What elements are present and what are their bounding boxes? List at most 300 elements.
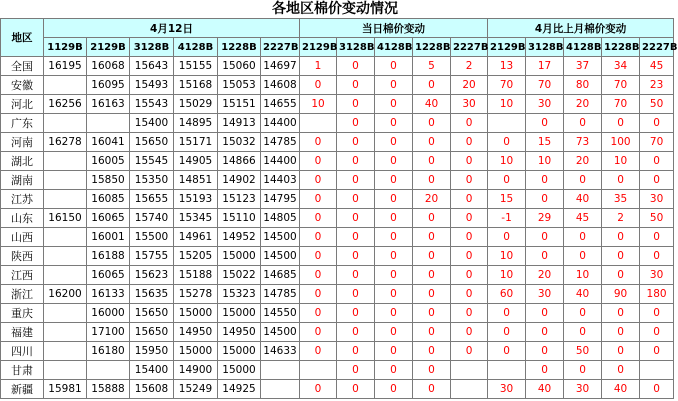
daily-change-cell: 0	[451, 342, 488, 361]
daily-change-cell: 0	[337, 228, 375, 247]
price-cell: 17100	[87, 323, 130, 342]
monthly-change-cell: 0	[602, 228, 640, 247]
region-cell: 河北	[1, 95, 44, 114]
daily-grade-header: 3128B	[337, 38, 375, 57]
region-cell: 陕西	[1, 247, 44, 266]
monthly-change-cell: 40	[564, 190, 602, 209]
price-cell: 15650	[130, 133, 174, 152]
daily-change-cell: 0	[375, 228, 413, 247]
price-cell: 15608	[130, 380, 174, 399]
region-cell: 江西	[1, 266, 44, 285]
monthly-change-cell: 10	[488, 247, 526, 266]
price-cell: 15000	[218, 304, 261, 323]
monthly-change-cell: 0	[564, 228, 602, 247]
monthly-change-cell: 15	[526, 133, 564, 152]
daily-change-cell: 0	[300, 323, 337, 342]
monthly-change-cell: 30	[640, 190, 674, 209]
table-row	[1, 304, 674, 323]
table-row	[1, 285, 674, 304]
price-cell	[44, 304, 87, 323]
price-cell: 15650	[130, 323, 174, 342]
daily-change-cell: 0	[300, 285, 337, 304]
price-cell: 15543	[130, 95, 174, 114]
price-cell: 14851	[174, 171, 218, 190]
daily-change-cell: 0	[375, 76, 413, 95]
price-cell: 15000	[174, 342, 218, 361]
daily-change-cell: 0	[337, 285, 375, 304]
monthly-change-cell: 50	[564, 342, 602, 361]
price-cell: 15193	[174, 190, 218, 209]
price-cell	[261, 380, 300, 399]
monthly-change-cell: 70	[640, 133, 674, 152]
price-cell: 14785	[261, 285, 300, 304]
monthly-change-cell: 45	[640, 57, 674, 76]
price-cell: 15000	[218, 247, 261, 266]
monthly-grade-header: 3128B	[526, 38, 564, 57]
price-cell: 14961	[174, 228, 218, 247]
monthly-change-cell: 10	[602, 152, 640, 171]
monthly-change-cell: 37	[564, 57, 602, 76]
price-cell: 14925	[218, 380, 261, 399]
price-cell	[44, 361, 87, 380]
price-cell: 16200	[44, 285, 87, 304]
region-cell: 安徽	[1, 76, 44, 95]
price-cell: 14895	[174, 114, 218, 133]
monthly-change-cell: 0	[526, 171, 564, 190]
monthly-grade-header: 2227B	[640, 38, 674, 57]
monthly-change-cell	[488, 361, 526, 380]
price-cell: 14785	[261, 133, 300, 152]
price-cell	[261, 361, 300, 380]
monthly-change-cell: 10	[564, 266, 602, 285]
price-cell: 14900	[174, 361, 218, 380]
monthly-change-cell: 40	[526, 380, 564, 399]
region-cell: 四川	[1, 342, 44, 361]
price-cell: 14952	[218, 228, 261, 247]
monthly-change-cell: 0	[526, 228, 564, 247]
price-cell: 14697	[261, 57, 300, 76]
price-cell: 15000	[218, 342, 261, 361]
monthly-change-cell: 0	[602, 114, 640, 133]
daily-change-cell: 0	[451, 152, 488, 171]
monthly-change-cell: 29	[526, 209, 564, 228]
daily-change-cell: 0	[300, 342, 337, 361]
daily-change-cell	[300, 361, 337, 380]
price-cell: 16278	[44, 133, 87, 152]
price-cell: 14400	[261, 114, 300, 133]
price-cell: 16001	[87, 228, 130, 247]
monthly-change-cell: 70	[526, 76, 564, 95]
cotton-price-table	[0, 18, 678, 399]
price-cell: 15400	[130, 114, 174, 133]
price-cell: 16041	[87, 133, 130, 152]
daily-change-cell: 0	[300, 152, 337, 171]
monthly-change-cell: 0	[526, 304, 564, 323]
price-grade-header: 3128B	[130, 38, 174, 57]
region-cell: 全国	[1, 57, 44, 76]
daily-change-cell	[300, 114, 337, 133]
monthly-change-cell: 0	[564, 171, 602, 190]
monthly-change-cell: 34	[602, 57, 640, 76]
daily-change-cell: 0	[375, 114, 413, 133]
daily-change-cell: 0	[300, 209, 337, 228]
daily-change-cell: 0	[300, 304, 337, 323]
daily-change-cell	[451, 361, 488, 380]
table-row	[1, 323, 674, 342]
table-row	[1, 342, 674, 361]
daily-change-cell: 0	[375, 342, 413, 361]
daily-change-cell: 0	[337, 57, 375, 76]
price-cell: 15278	[174, 285, 218, 304]
table-row	[1, 95, 674, 114]
daily-change-cell: 0	[451, 228, 488, 247]
price-grade-header: 2129B	[87, 38, 130, 57]
monthly-change-cell: 70	[602, 76, 640, 95]
daily-change-cell: 0	[375, 152, 413, 171]
daily-change-cell: 0	[451, 247, 488, 266]
daily-change-group-header: 当日棉价变动	[300, 19, 488, 38]
table-row	[1, 209, 674, 228]
monthly-change-cell: 0	[640, 247, 674, 266]
daily-change-cell: 0	[300, 133, 337, 152]
daily-change-cell: 0	[451, 171, 488, 190]
table-row	[1, 247, 674, 266]
daily-change-cell: 0	[413, 361, 451, 380]
daily-change-cell: 20	[451, 76, 488, 95]
price-cell: 14905	[174, 152, 218, 171]
header-row-groups	[1, 19, 674, 38]
daily-change-cell: 0	[337, 133, 375, 152]
monthly-change-cell: 0	[640, 323, 674, 342]
daily-change-cell: 20	[413, 190, 451, 209]
price-cell: 15168	[174, 76, 218, 95]
monthly-change-cell: 0	[602, 171, 640, 190]
daily-change-cell: 30	[451, 95, 488, 114]
price-cell: 15053	[218, 76, 261, 95]
monthly-change-cell: 0	[640, 152, 674, 171]
daily-grade-header: 2227B	[451, 38, 488, 57]
price-cell: 14950	[218, 323, 261, 342]
price-cell: 15345	[174, 209, 218, 228]
price-cell: 15171	[174, 133, 218, 152]
region-cell: 福建	[1, 323, 44, 342]
price-cell	[44, 152, 87, 171]
price-cell: 15655	[130, 190, 174, 209]
price-cell	[44, 247, 87, 266]
price-cell	[44, 323, 87, 342]
price-cell: 15000	[218, 361, 261, 380]
price-cell: 15740	[130, 209, 174, 228]
daily-change-cell: 0	[413, 323, 451, 342]
monthly-change-cell: 35	[602, 190, 640, 209]
price-cell: 14805	[261, 209, 300, 228]
region-cell: 湖北	[1, 152, 44, 171]
price-cell: 15650	[130, 304, 174, 323]
monthly-change-cell: 50	[640, 95, 674, 114]
daily-grade-header: 1228B	[413, 38, 451, 57]
monthly-change-cell: 0	[640, 114, 674, 133]
daily-change-cell: 0	[300, 380, 337, 399]
monthly-change-cell: 0	[526, 342, 564, 361]
price-cell	[44, 342, 87, 361]
daily-change-cell: 0	[451, 285, 488, 304]
region-cell: 山东	[1, 209, 44, 228]
price-cell: 14400	[261, 152, 300, 171]
price-cell: 14550	[261, 304, 300, 323]
monthly-change-cell: 0	[526, 361, 564, 380]
daily-change-cell: 0	[300, 247, 337, 266]
daily-change-cell: 0	[413, 76, 451, 95]
price-cell	[44, 76, 87, 95]
monthly-change-group-header: 4月比上月棉价变动	[488, 19, 674, 38]
table-row	[1, 114, 674, 133]
daily-change-cell: 0	[375, 266, 413, 285]
daily-change-cell: 2	[451, 57, 488, 76]
price-cell: 14913	[218, 114, 261, 133]
price-cell: 14608	[261, 76, 300, 95]
region-cell: 浙江	[1, 285, 44, 304]
monthly-change-cell: 0	[640, 304, 674, 323]
daily-change-cell: 0	[413, 285, 451, 304]
region-cell: 湖南	[1, 171, 44, 190]
monthly-change-cell: 0	[602, 247, 640, 266]
monthly-change-cell: 0	[602, 361, 640, 380]
daily-grade-header: 4128B	[375, 38, 413, 57]
daily-change-cell: 0	[451, 133, 488, 152]
price-cell: 14902	[218, 171, 261, 190]
header-row-grades	[1, 38, 674, 57]
monthly-change-cell: 30	[640, 266, 674, 285]
monthly-change-cell: 80	[564, 76, 602, 95]
monthly-change-cell: 0	[564, 361, 602, 380]
price-cell: 15032	[218, 133, 261, 152]
price-cell	[44, 171, 87, 190]
price-cell: 15623	[130, 266, 174, 285]
page-title: 各地区棉价变动情况	[272, 1, 398, 17]
daily-change-cell: 10	[300, 95, 337, 114]
daily-change-cell: 0	[337, 95, 375, 114]
table-row	[1, 57, 674, 76]
price-grade-header: 1129B	[44, 38, 87, 57]
price-cell	[44, 266, 87, 285]
daily-change-cell: 0	[300, 228, 337, 247]
monthly-change-cell: 0	[526, 323, 564, 342]
table-row	[1, 133, 674, 152]
monthly-change-cell: 0	[564, 304, 602, 323]
price-cell: 15755	[130, 247, 174, 266]
daily-change-cell: 0	[375, 133, 413, 152]
daily-change-cell: 0	[413, 380, 451, 399]
prices-group-header: 4月12日	[44, 19, 300, 38]
price-cell	[44, 228, 87, 247]
daily-change-cell: 0	[375, 323, 413, 342]
monthly-change-cell	[488, 114, 526, 133]
daily-change-cell: 0	[375, 171, 413, 190]
region-cell: 新疆	[1, 380, 44, 399]
monthly-change-cell: 0	[640, 342, 674, 361]
monthly-change-cell: 30	[526, 95, 564, 114]
monthly-change-cell: 10	[488, 95, 526, 114]
price-cell: 15249	[174, 380, 218, 399]
monthly-grade-header: 1228B	[602, 38, 640, 57]
monthly-change-cell: 180	[640, 285, 674, 304]
monthly-change-cell: 45	[564, 209, 602, 228]
price-cell: 15188	[174, 266, 218, 285]
monthly-change-cell: 20	[526, 266, 564, 285]
daily-change-cell: 0	[337, 266, 375, 285]
price-cell: 14403	[261, 171, 300, 190]
monthly-change-cell: 0	[488, 342, 526, 361]
monthly-change-cell: 0	[640, 171, 674, 190]
price-cell: 15493	[130, 76, 174, 95]
daily-change-cell: 0	[413, 247, 451, 266]
daily-change-cell: 0	[413, 304, 451, 323]
monthly-change-cell: 0	[488, 323, 526, 342]
monthly-grade-header: 4128B	[564, 38, 602, 57]
price-cell: 16150	[44, 209, 87, 228]
table-row	[1, 380, 674, 399]
price-grade-header: 4128B	[174, 38, 218, 57]
daily-change-cell: 0	[451, 190, 488, 209]
monthly-change-cell: 0	[602, 266, 640, 285]
daily-change-cell: 0	[375, 361, 413, 380]
price-grade-header: 1228B	[218, 38, 261, 57]
daily-change-cell: 0	[337, 323, 375, 342]
region-cell: 山西	[1, 228, 44, 247]
monthly-change-cell: 40	[564, 285, 602, 304]
daily-change-cell: 0	[375, 57, 413, 76]
price-cell: 15151	[218, 95, 261, 114]
price-cell: 15323	[218, 285, 261, 304]
price-cell: 16085	[87, 190, 130, 209]
price-cell: 16163	[87, 95, 130, 114]
table-row	[1, 190, 674, 209]
daily-change-cell: 0	[337, 304, 375, 323]
price-cell: 14795	[261, 190, 300, 209]
monthly-change-cell: 20	[564, 95, 602, 114]
monthly-change-cell: 0	[488, 133, 526, 152]
monthly-change-cell: 0	[526, 190, 564, 209]
daily-change-cell: 0	[337, 76, 375, 95]
price-cell: 15110	[218, 209, 261, 228]
price-cell	[44, 114, 87, 133]
monthly-change-cell: 0	[602, 323, 640, 342]
price-cell	[87, 361, 130, 380]
monthly-change-cell: 13	[488, 57, 526, 76]
price-cell: 16195	[44, 57, 87, 76]
region-cell: 河南	[1, 133, 44, 152]
daily-change-cell: 0	[375, 380, 413, 399]
price-cell: 16005	[87, 152, 130, 171]
monthly-change-cell: 0	[564, 323, 602, 342]
daily-change-cell	[451, 380, 488, 399]
monthly-change-cell: 0	[526, 247, 564, 266]
table-row	[1, 152, 674, 171]
monthly-change-cell: 40	[602, 380, 640, 399]
monthly-change-cell: 0	[602, 342, 640, 361]
daily-change-cell: 0	[337, 361, 375, 380]
monthly-change-cell: 30	[526, 285, 564, 304]
monthly-change-cell	[640, 361, 674, 380]
region-cell: 重庆	[1, 304, 44, 323]
table-row	[1, 266, 674, 285]
daily-change-cell: 0	[300, 76, 337, 95]
daily-change-cell: 0	[375, 304, 413, 323]
monthly-change-cell: 60	[488, 285, 526, 304]
price-cell: 15123	[218, 190, 261, 209]
daily-change-cell: 0	[375, 285, 413, 304]
monthly-change-cell: 10	[488, 152, 526, 171]
daily-change-cell: 0	[337, 342, 375, 361]
daily-change-cell: 0	[413, 171, 451, 190]
price-cell: 16065	[87, 266, 130, 285]
price-cell: 15060	[218, 57, 261, 76]
monthly-change-cell: 0	[488, 228, 526, 247]
price-cell: 14685	[261, 266, 300, 285]
region-cell: 甘肃	[1, 361, 44, 380]
monthly-change-cell: 23	[640, 76, 674, 95]
daily-change-cell: 0	[451, 304, 488, 323]
daily-change-cell: 0	[337, 190, 375, 209]
daily-change-cell: 0	[337, 247, 375, 266]
monthly-change-cell: 2	[602, 209, 640, 228]
region-header: 地区	[1, 19, 44, 57]
monthly-change-cell: 0	[640, 380, 674, 399]
daily-change-cell: 0	[337, 380, 375, 399]
daily-change-cell: 0	[300, 171, 337, 190]
table-row	[1, 171, 674, 190]
daily-change-cell: 0	[451, 209, 488, 228]
price-cell: 15850	[87, 171, 130, 190]
daily-grade-header: 2129B	[300, 38, 337, 57]
price-cell: 16095	[87, 76, 130, 95]
daily-change-cell: 0	[413, 114, 451, 133]
price-cell: 15022	[218, 266, 261, 285]
daily-change-cell: 1	[300, 57, 337, 76]
price-cell: 15350	[130, 171, 174, 190]
daily-change-cell: 0	[413, 209, 451, 228]
price-cell: 14500	[261, 323, 300, 342]
monthly-change-cell: 20	[564, 152, 602, 171]
price-cell: 16068	[87, 57, 130, 76]
monthly-change-cell: 70	[602, 95, 640, 114]
monthly-change-cell: 90	[602, 285, 640, 304]
daily-change-cell: 0	[451, 114, 488, 133]
price-cell: 15888	[87, 380, 130, 399]
monthly-change-cell: 0	[488, 304, 526, 323]
table-row	[1, 228, 674, 247]
region-cell: 广东	[1, 114, 44, 133]
price-cell: 16000	[87, 304, 130, 323]
daily-change-cell: 0	[413, 152, 451, 171]
table-row	[1, 76, 674, 95]
table-row	[1, 361, 674, 380]
daily-change-cell: 0	[337, 152, 375, 171]
daily-change-cell: 0	[451, 266, 488, 285]
monthly-change-cell: 0	[640, 228, 674, 247]
monthly-change-cell: 30	[488, 380, 526, 399]
price-cell: 14500	[261, 228, 300, 247]
price-cell: 15400	[130, 361, 174, 380]
daily-change-cell: 0	[375, 209, 413, 228]
monthly-change-cell: 50	[640, 209, 674, 228]
daily-change-cell: 0	[451, 323, 488, 342]
monthly-change-cell: 10	[526, 152, 564, 171]
monthly-change-cell: 100	[602, 133, 640, 152]
price-cell: 16133	[87, 285, 130, 304]
monthly-change-cell: 15	[488, 190, 526, 209]
monthly-change-cell: 17	[526, 57, 564, 76]
